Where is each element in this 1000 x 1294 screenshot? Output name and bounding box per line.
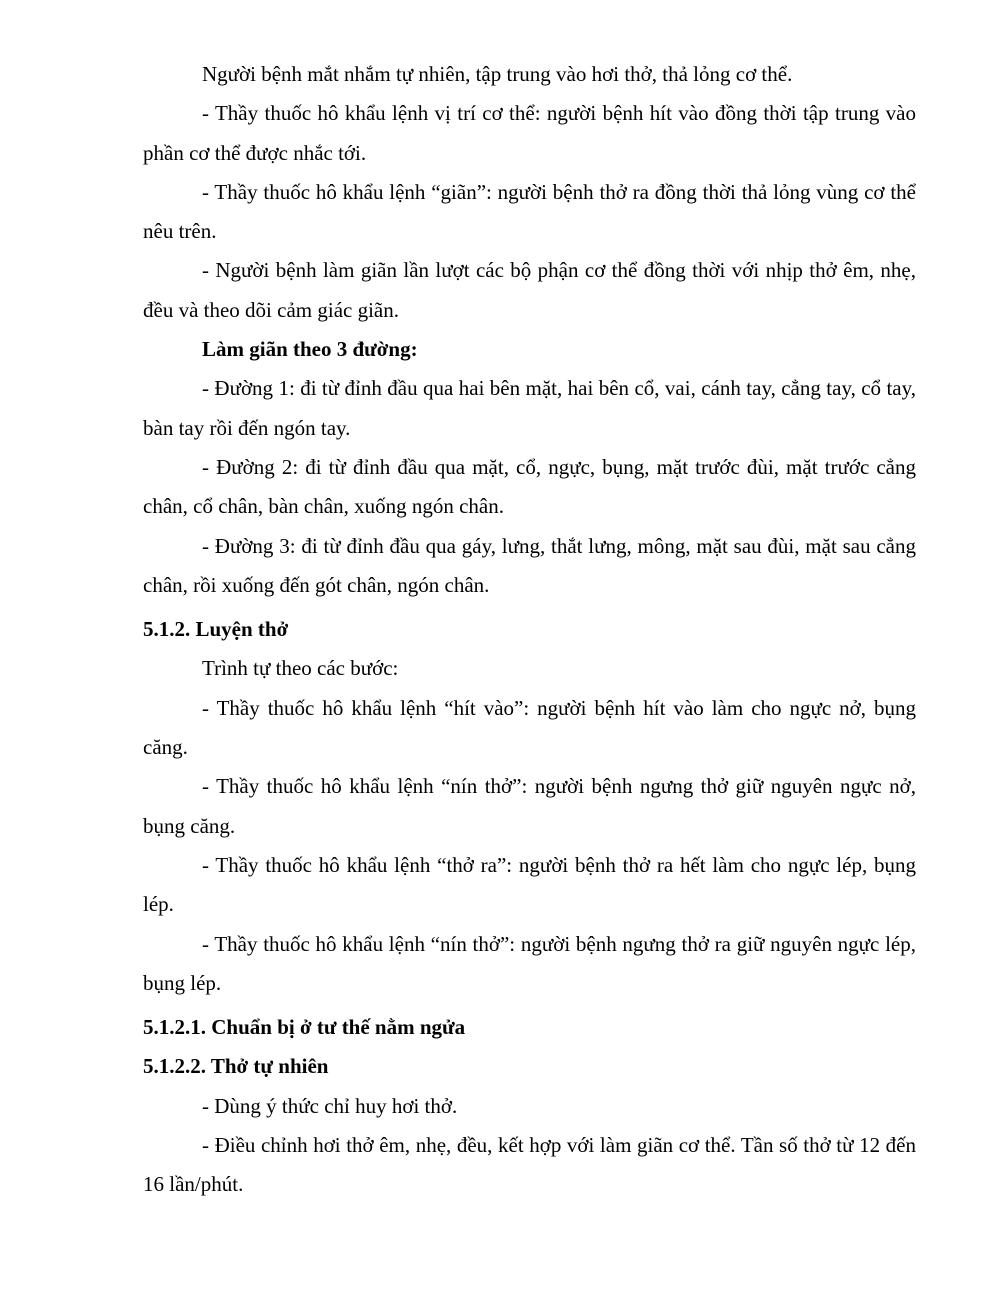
paragraph-body-position-command: - Thầy thuốc hô khẩu lệnh vị trí cơ thể: người bệnh hít vào đồng thời tập trung vào phần cơ thể được nhắc tới. — [143, 101, 916, 165]
step-hold-full: - Thầy thuốc hô khẩu lệnh “nín thở”: người bệnh ngưng thở giữ nguyên ngực nở, bụng căng. — [143, 774, 916, 838]
natural-breathing-item-1: - Dùng ý thức chỉ huy hơi thở. — [202, 1093, 458, 1118]
paragraph-relax-sequence: - Người bệnh làm giãn lần lượt các bộ phận cơ thể đồng thời với nhịp thở êm, nhẹ, đều và theo dõi cảm giác giãn. — [143, 258, 916, 322]
section-5-1-2-1-title: 5.1.2.1. Chuẩn bị ở tư thế nằm ngửa — [143, 1015, 466, 1040]
step-inhale: - Thầy thuốc hô khẩu lệnh “hít vào”: người bệnh hít vào làm cho ngực nở, bụng căng. — [143, 695, 916, 760]
relax-path-1: - Đường 1: đi từ đỉnh đầu qua hai bên mặt, hai bên cổ, vai, cánh tay, cẳng tay, cổ tay, bàn tay rồi đến ngón tay. — [143, 376, 916, 440]
document-page — [143, 55, 916, 1205]
relax-paths-heading: Làm giãn theo 3 đường: — [202, 337, 418, 362]
section-5-1-2-2-title: 5.1.2.2. Thở tự nhiên — [143, 1054, 329, 1079]
natural-breathing-item-2: - Điều chỉnh hơi thở êm, nhẹ, đều, kết hợp với làm giãn cơ thể. Tần số thở từ 12 đến 16 lần/phút. — [143, 1133, 916, 1197]
relax-path-2: - Đường 2: đi từ đỉnh đầu qua mặt, cổ, ngực, bụng, mặt trước đùi, mặt trước cẳng chân, cổ chân, bàn chân, xuống ngón chân. — [143, 454, 916, 519]
step-exhale: - Thầy thuốc hô khẩu lệnh “thở ra”: người bệnh thở ra hết làm cho ngực lép, bụng lép. — [143, 852, 916, 917]
relax-path-3: - Đường 3: đi từ đỉnh đầu qua gáy, lưng, thắt lưng, mông, mặt sau đùi, mặt sau cẳng chân, rồi xuống đến gót chân, ngón chân. — [143, 533, 916, 597]
step-hold-empty: - Thầy thuốc hô khẩu lệnh “nín thở”: người bệnh ngưng thở ra giữ nguyên ngực lép, bụng lép. — [143, 931, 916, 995]
paragraph-eyes-closed: Người bệnh mắt nhắm tự nhiên, tập trung vào hơi thở, thả lỏng cơ thể. — [202, 62, 793, 86]
section-5-1-2-title: 5.1.2. Luyện thở — [143, 617, 289, 642]
steps-intro: Trình tự theo các bước: — [202, 656, 399, 681]
paragraph-relax-command: - Thầy thuốc hô khẩu lệnh “giãn”: người bệnh thở ra đồng thời thả lỏng vùng cơ thể nêu trên. — [143, 179, 916, 244]
